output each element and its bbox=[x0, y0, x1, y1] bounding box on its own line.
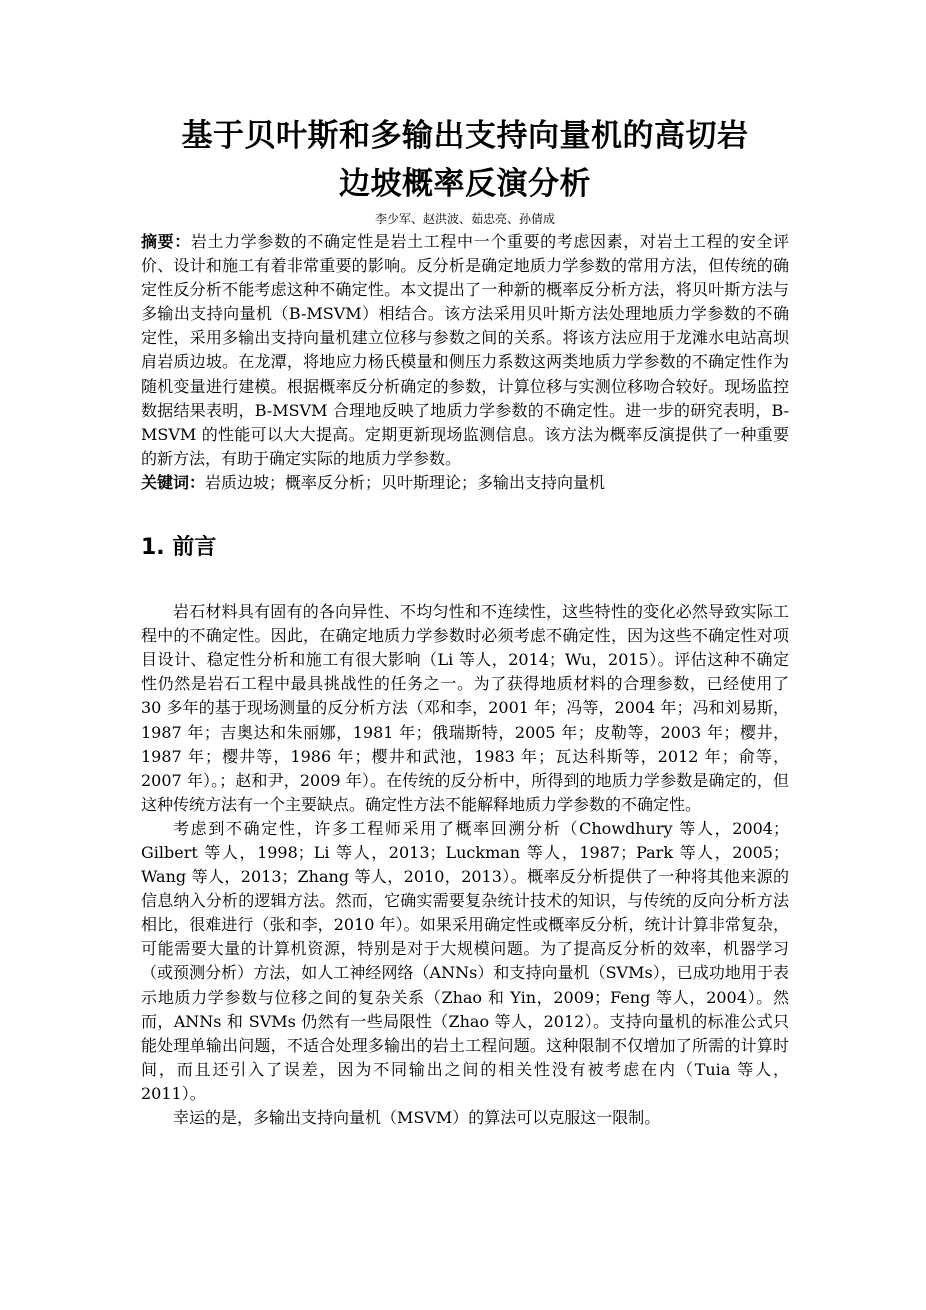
section-heading-introduction: 1. 前言 bbox=[141, 535, 217, 561]
abstract-label: 摘要： bbox=[141, 232, 191, 251]
title-line-2: 边坡概率反演分析 bbox=[339, 166, 591, 202]
keywords-label: 关键词： bbox=[141, 472, 206, 492]
keywords-text: 岩质边坡；概率反分析；贝叶斯理论；多输出支持向量机 bbox=[205, 472, 606, 492]
abstract bbox=[141, 230, 789, 471]
author-list: 李少军、赵洪波、茹忠亮、孙倩成 bbox=[374, 212, 555, 226]
keywords bbox=[141, 471, 789, 495]
abstract-text: 岩土力学参数的不确定性是岩土工程中一个重要的考虑因素，对岩土工程的安全评价、设计和施工有着非常重要的影响。反分析是确定地质力学参数的常用方法，但传统的确定性反分析不能考虑这种不确定性。本文提出了一种新的概率反分析方法，将贝叶斯方法与多输出支持向量机（B-MSVM）相结合。该方法采用贝叶斯方法处理地质力学参数的不确定性，采用多输出支持向量机建立位移与参数之间的关系。将该方法应用于龙滩水电站高坝肩岩质边坡。在龙潭，将地应力杨氏模量和侧压力系数这两类地质力学参数的不确定性作为随机变量进行建模。根据概率反分析确定的参数，计算位移与实测位移吻合较好。现场监控数据结果表明，B-MSVM 合理地反映了地质力学参数的不确定性。进一步的研究表明，B-MSVM 的性能可以大大提高。定期更新现场监测信息。该方法为概率反演提供了一种重要的新方法，有助于确定实际的地质力学参数。 bbox=[141, 232, 789, 468]
paper-title bbox=[141, 112, 789, 208]
body-paragraph: 岩石材料具有固有的各向异性、不均匀性和不连续性，这些特性的变化必然导致实际工程中的不确定性。因此，在确定地质力学参数时必须考虑不确定性，因为这些不确定性对项目设计、稳定性分析和施工有很大影响（Li 等人，2014；Wu，2015）。评估这种不确定性仍然是岩石工程中最具挑战性的任务之一。为了获得地质材料的合理参数，已经使用了 30 多年的基于现场测量的反分析方法（邓和李，2001 年；冯等，2004 年；冯和刘易斯，1987 年；吉奥达和朱丽娜，1981 年；俄瑞斯特，2005 年；皮勒等，2003 年；樱井，1987 年；樱井等，1986 年；樱井和武池，1983 年；瓦达科斯等，2012 年；俞等，2007 年）。；赵和尹，2009 年）。在传统的反分析中，所得到的地质力学参数是确定的，但这种传统方法有一个主要缺点。确定性方法不能解释地质力学参数的不确定性。 bbox=[141, 602, 789, 814]
body-paragraph: 考虑到不确定性，许多工程师采用了概率回溯分析（Chowdhury 等人，2004；Gilbert 等人，1998；Li 等人，2013；Luckman 等人，1987；Park 等人，2005；Wang 等人，2013；Zhang 等人，2010，2013）。概率反分析提供了一种将其他来源的信息纳入分析的逻辑方法。然而，它确实需要复杂统计技术的知识，与传统的反向分析方法相比，很难进行（张和李，2010 年）。如果采用确定性或概率反分析，统计计算非常复杂，可能需要大量的计算机资源，特别是对于大规模问题。为了提高反分析的效率，机器学习（或预测分析）方法，如人工神经网络（ANNs）和支持向量机（SVMs），已成功地用于表示地质力学参数与位移之间的复杂关系（Zhao 和 Yin，2009；Feng 等人，2004）。然而，ANNs 和 SVMs 仍然有一些局限性（Zhao 等人，2012）。支持向量机的标准公式只能处理单输出问题，不适合处理多输出的岩土工程问题。这种限制不仅增加了所需的计算时间，而且还引入了误差，因为不同输出之间的相关性没有被考虑在内（Tuia 等人，2011）。 bbox=[141, 818, 789, 1103]
body-paragraph: 幸运的是，多输出支持向量机（MSVM）的算法可以克服这一限制。 bbox=[173, 1108, 661, 1127]
title-line-1: 基于贝叶斯和多输出支持向量机的高切岩 bbox=[181, 118, 749, 154]
paper-page bbox=[141, 112, 789, 1130]
